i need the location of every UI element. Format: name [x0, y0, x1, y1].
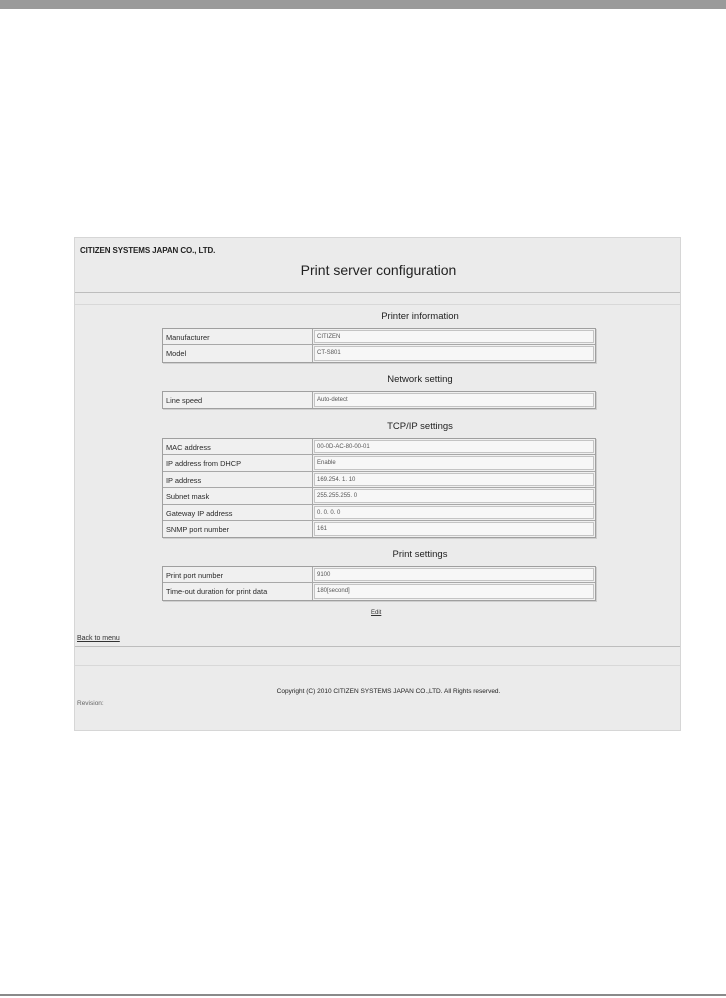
footer-divider-light	[75, 665, 681, 666]
row-label: Print port number	[163, 567, 313, 582]
network-setting-table	[162, 391, 596, 409]
bottom-rule	[0, 994, 726, 996]
table-row	[163, 521, 595, 537]
section-title-network-setting: Network setting	[387, 374, 453, 385]
row-label: Model	[163, 345, 313, 361]
row-value: CITIZEN	[314, 330, 594, 343]
table-row	[163, 345, 595, 361]
section-title-print-settings: Print settings	[392, 549, 448, 560]
copyright-text: Copyright (C) 2010 CITIZEN SYSTEMS JAPAN CO.,LTD. All Rights reserved.	[276, 688, 501, 695]
row-label: IP address	[163, 472, 313, 487]
title-divider-light	[75, 304, 681, 305]
row-value: 255.255.255. 0	[314, 489, 594, 502]
table-row	[163, 505, 595, 521]
table-row	[163, 488, 595, 504]
row-value: CT-S801	[314, 346, 594, 360]
row-label: Manufacturer	[163, 329, 313, 344]
row-label: MAC address	[163, 439, 313, 454]
printer-information-table	[162, 328, 596, 363]
table-row	[163, 329, 595, 345]
row-label: Gateway IP address	[163, 505, 313, 520]
row-value: 0. 0. 0. 0	[314, 506, 594, 519]
row-value: 9100	[314, 568, 594, 581]
section-title-tcpip-settings: TCP/IP settings	[387, 421, 453, 432]
row-value: 180[second]	[314, 584, 594, 598]
row-value: Enable	[314, 456, 594, 469]
section-title-printer-information: Printer information	[381, 311, 459, 322]
company-name: CITIZEN SYSTEMS JAPAN CO., LTD.	[80, 246, 216, 255]
page-title: Print server configuration	[300, 262, 457, 278]
row-label: Subnet mask	[163, 488, 313, 503]
row-label: Time-out duration for print data	[163, 583, 313, 599]
tcpip-settings-table	[162, 438, 596, 538]
row-value: 00-0D-AC-80-00-01	[314, 440, 594, 453]
table-row	[163, 392, 595, 408]
revision-label: Revision:	[77, 700, 104, 707]
footer-divider	[75, 646, 681, 647]
back-to-menu-link[interactable]: Back to menu	[77, 635, 120, 642]
table-row	[163, 455, 595, 471]
row-label: Line speed	[163, 392, 313, 408]
row-label: IP address from DHCP	[163, 455, 313, 470]
print-settings-table	[162, 566, 596, 601]
table-row	[163, 583, 595, 599]
table-row	[163, 472, 595, 488]
table-row	[163, 567, 595, 583]
row-value: Auto-detect	[314, 393, 594, 407]
row-label: SNMP port number	[163, 521, 313, 537]
edit-link[interactable]: Edit	[371, 610, 382, 616]
table-row	[163, 439, 595, 455]
top-bar	[0, 0, 726, 9]
row-value: 169.254. 1. 10	[314, 473, 594, 486]
row-value: 161	[314, 522, 594, 536]
title-divider	[75, 292, 681, 293]
config-page-screenshot	[74, 237, 681, 731]
